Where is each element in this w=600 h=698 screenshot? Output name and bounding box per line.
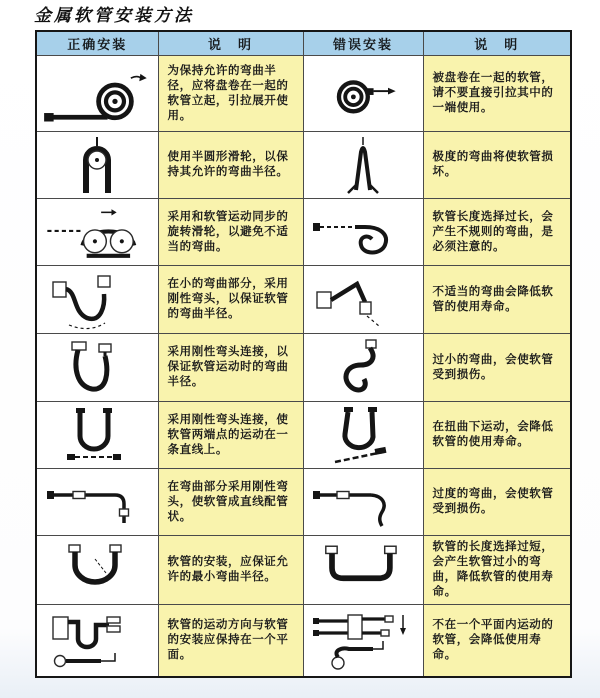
correct-description: 软管的安装，应保证允许的最小弯曲半径。 xyxy=(158,536,303,605)
wrong-description: 软管的长度选择过短，会产生软管过小的弯曲，降低软管的使用寿命。 xyxy=(423,536,571,605)
correct-description: 在小的弯曲部分，采用刚性弯头，以保证软管的弯曲半径。 xyxy=(158,266,303,334)
correct-illustration-cell xyxy=(36,469,158,536)
wrong-description: 被盘卷在一起的软管，请不要直接引拉其中的一端使用。 xyxy=(423,56,571,132)
table-row xyxy=(36,402,571,469)
synchronized-rotating-pulley-illustration xyxy=(43,202,151,262)
table-row xyxy=(36,536,571,605)
wrong-description: 过小的弯曲，会使软管受到损伤。 xyxy=(423,334,571,402)
correct-description: 在弯曲部分采用刚性弯头，使软管成直线配管状。 xyxy=(158,469,303,536)
too-short-hose-flat-u-illustration xyxy=(309,539,417,601)
header-correct-install: 正确安装 xyxy=(36,31,158,56)
header-description-1: 说 明 xyxy=(158,31,303,56)
inline-end-motion-u-hose-illustration xyxy=(45,405,149,465)
correct-description: 采用刚性弯头连接，以保证软管运动时的弯曲半径。 xyxy=(158,334,303,402)
rigid-elbow-at-small-bend-illustration xyxy=(45,269,149,331)
wrong-illustration-cell xyxy=(303,536,423,605)
correct-illustration-cell xyxy=(36,402,158,469)
correct-illustration-cell xyxy=(36,132,158,199)
page-title: 金属软管安装方法 xyxy=(34,6,194,25)
wrong-illustration-cell xyxy=(303,469,423,536)
excessive-bend-illustration xyxy=(311,472,415,532)
table-row xyxy=(36,605,571,677)
wrong-illustration-cell xyxy=(303,56,423,132)
minimum-bend-radius-u-illustration xyxy=(45,539,149,601)
wrong-description: 不适当的弯曲会降低软管的使用寿命。 xyxy=(423,266,571,334)
correct-illustration-cell xyxy=(36,536,158,605)
wrong-illustration-cell xyxy=(303,199,423,266)
improper-bend-illustration xyxy=(311,269,415,331)
rigid-elbow-connection-illustration xyxy=(45,337,149,399)
table-row xyxy=(36,56,571,132)
wrong-description: 不在一个平面内运动的软管，会降低使用寿命。 xyxy=(423,605,571,677)
correct-illustration-cell xyxy=(36,334,158,402)
extreme-bend-illustration xyxy=(311,135,415,195)
header-description-2: 说 明 xyxy=(423,31,571,56)
installation-methods-table xyxy=(35,30,572,678)
wrong-illustration-cell xyxy=(303,402,423,469)
table-row xyxy=(36,132,571,199)
twisted-motion-u-hose-illustration xyxy=(311,405,415,465)
single-plane-motion-trap-illustration xyxy=(45,607,149,673)
wrong-illustration-cell xyxy=(303,334,423,402)
correct-description: 使用半圆形滑轮，以保持其允许的弯曲半径。 xyxy=(158,132,303,199)
out-of-plane-motion-illustration xyxy=(311,607,415,673)
overlong-hose-irregular-bend-illustration xyxy=(311,202,415,262)
header-wrong-install: 错误安装 xyxy=(303,31,423,56)
correct-description: 采用刚性弯头连接，使软管两端点的运动在一条直线上。 xyxy=(158,402,303,469)
wrong-description: 过度的弯曲，会使软管受到损伤。 xyxy=(423,469,571,536)
correct-illustration-cell xyxy=(36,56,158,132)
wrong-illustration-cell xyxy=(303,266,423,334)
table-row xyxy=(36,469,571,536)
wrong-illustration-cell xyxy=(303,605,423,677)
table-row xyxy=(36,266,571,334)
wrong-description: 软管长度选择过长，会产生不规则的弯曲，是必须注意的。 xyxy=(423,199,571,266)
semicircular-pulley-illustration xyxy=(45,135,149,195)
header-row xyxy=(36,31,571,56)
correct-illustration-cell xyxy=(36,266,158,334)
correct-description: 为保持允许的弯曲半径，应将盘卷在一起的软管立起，引拉展开使用。 xyxy=(158,56,303,132)
correct-description: 软管的运动方向与软管的安装应保持在一个平面。 xyxy=(158,605,303,677)
wrong-illustration-cell xyxy=(303,132,423,199)
hose-coil-stand-up-pull-illustration xyxy=(42,63,152,125)
hose-coil-direct-pull-illustration xyxy=(313,63,413,125)
correct-illustration-cell xyxy=(36,199,158,266)
table-row xyxy=(36,199,571,266)
straight-piping-rigid-elbow-illustration xyxy=(45,472,149,532)
correct-description: 采用和软管运动同步的旋转滑轮，以避免不适当的弯曲。 xyxy=(158,199,303,266)
wrong-description: 在扭曲下运动，会降低软管的使用寿命。 xyxy=(423,402,571,469)
wrong-description: 极度的弯曲将使软管损坏。 xyxy=(423,132,571,199)
correct-illustration-cell xyxy=(36,605,158,677)
table-row xyxy=(36,334,571,402)
too-small-bend-illustration xyxy=(311,337,415,399)
